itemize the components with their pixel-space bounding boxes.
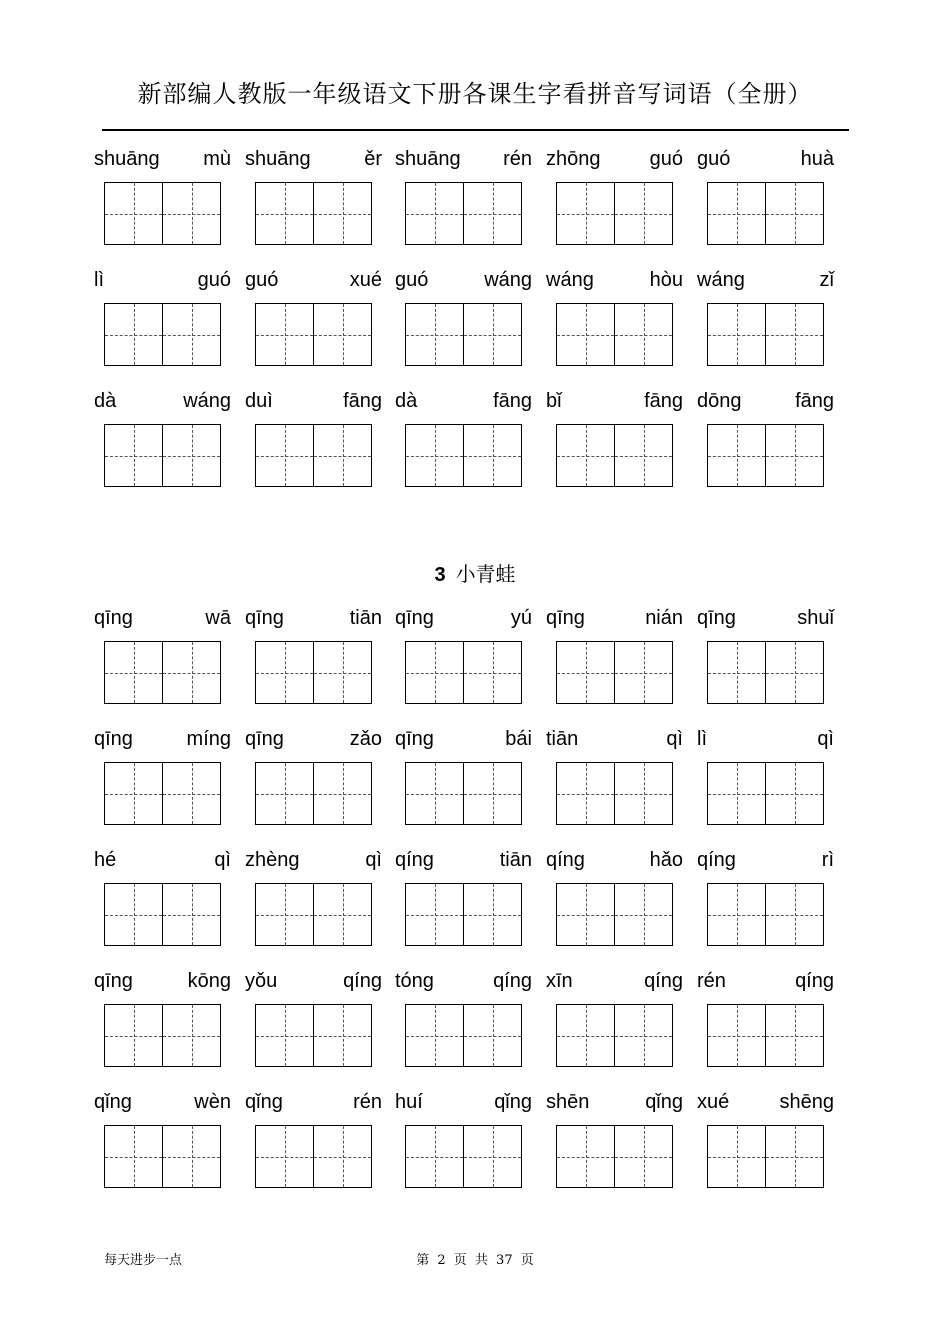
writing-grid — [255, 762, 372, 825]
pinyin-syllable: fāng — [493, 389, 532, 412]
pinyin-label — [245, 145, 382, 173]
tianzige-cell[interactable] — [256, 763, 313, 824]
pinyin-syllable: lì — [94, 268, 104, 291]
pinyin-syllable: bǐ — [546, 389, 562, 412]
pinyin-syllable: bái — [505, 727, 532, 750]
word-item — [94, 1088, 231, 1209]
tianzige-cell[interactable] — [256, 642, 313, 703]
pinyin-syllable: qíng — [697, 848, 736, 871]
tianzige-cell[interactable] — [256, 183, 313, 244]
tianzige-cell[interactable] — [557, 884, 614, 945]
writing-grid — [556, 641, 673, 704]
tianzige-cell[interactable] — [463, 1005, 521, 1066]
tianzige-cell[interactable] — [765, 304, 823, 365]
pinyin-label — [94, 1088, 231, 1116]
pinyin-syllable: qīng — [94, 727, 133, 750]
writing-grid — [556, 1125, 673, 1188]
word-row — [0, 387, 950, 508]
pinyin-syllable: dà — [94, 389, 117, 412]
writing-grid — [104, 182, 221, 245]
tianzige-cell[interactable] — [256, 1005, 313, 1066]
word-item — [94, 604, 231, 725]
pinyin-label — [697, 387, 834, 415]
writing-grid — [405, 1125, 522, 1188]
writing-grid — [405, 762, 522, 825]
pinyin-syllable: qīng — [245, 606, 284, 629]
pinyin-label — [395, 846, 532, 874]
pinyin-syllable: dōng — [697, 389, 742, 412]
tianzige-cell[interactable] — [614, 884, 672, 945]
tianzige-cell[interactable] — [313, 763, 371, 824]
word-item — [546, 266, 683, 387]
pinyin-syllable: guó — [697, 147, 731, 170]
pinyin-syllable: qíng — [493, 969, 532, 992]
tianzige-cell[interactable] — [765, 1126, 823, 1187]
word-row — [0, 846, 950, 967]
tianzige-cell[interactable] — [313, 1005, 371, 1066]
word-item — [395, 604, 532, 725]
word-item — [697, 604, 834, 725]
tianzige-cell[interactable] — [463, 763, 521, 824]
tianzige-cell[interactable] — [614, 425, 672, 486]
pinyin-label — [546, 145, 683, 173]
tianzige-cell[interactable] — [105, 1005, 162, 1066]
tianzige-cell[interactable] — [313, 642, 371, 703]
word-item — [546, 145, 683, 266]
tianzige-cell[interactable] — [614, 763, 672, 824]
word-item — [395, 387, 532, 508]
pinyin-label — [245, 967, 382, 995]
tianzige-cell[interactable] — [708, 1126, 765, 1187]
tianzige-cell[interactable] — [406, 1005, 463, 1066]
pinyin-syllable: wáng — [546, 268, 594, 291]
tianzige-cell[interactable] — [105, 884, 162, 945]
writing-grid — [104, 762, 221, 825]
pinyin-label — [546, 967, 683, 995]
word-item — [245, 266, 382, 387]
writing-grid — [255, 182, 372, 245]
writing-grid — [104, 641, 221, 704]
word-item — [697, 387, 834, 508]
pinyin-syllable: hé — [94, 848, 117, 871]
tianzige-cell[interactable] — [105, 425, 162, 486]
tianzige-cell[interactable] — [105, 1126, 162, 1187]
word-item — [245, 846, 382, 967]
word-row — [0, 1088, 950, 1209]
pinyin-label — [245, 266, 382, 294]
pinyin-syllable: zǎo — [349, 727, 382, 750]
word-item — [697, 1088, 834, 1209]
pinyin-syllable: zhèng — [245, 848, 300, 871]
tianzige-cell[interactable] — [708, 763, 765, 824]
pinyin-syllable: rén — [697, 969, 726, 992]
pinyin-label — [395, 967, 532, 995]
writing-grid — [556, 182, 673, 245]
tianzige-cell[interactable] — [765, 1005, 823, 1066]
tianzige-cell[interactable] — [708, 884, 765, 945]
writing-grid — [707, 641, 824, 704]
writing-grid — [405, 182, 522, 245]
tianzige-cell[interactable] — [765, 763, 823, 824]
pinyin-label — [697, 1088, 834, 1116]
tianzige-cell[interactable] — [765, 183, 823, 244]
writing-grid — [405, 424, 522, 487]
writing-grid — [556, 762, 673, 825]
pinyin-label — [395, 387, 532, 415]
word-item — [697, 967, 834, 1088]
tianzige-cell[interactable] — [463, 884, 521, 945]
tianzige-cell[interactable] — [162, 642, 220, 703]
writing-grid — [707, 1004, 824, 1067]
writing-grid — [556, 424, 673, 487]
pinyin-syllable: tiān — [349, 606, 382, 629]
pinyin-syllable: qīng — [245, 727, 284, 750]
word-item — [94, 846, 231, 967]
pinyin-syllable: tiān — [546, 727, 579, 750]
writing-grid — [255, 641, 372, 704]
pinyin-syllable: xīn — [546, 969, 573, 992]
pinyin-label — [546, 1088, 683, 1116]
pinyin-label — [697, 846, 834, 874]
tianzige-cell[interactable] — [557, 425, 614, 486]
tianzige-cell[interactable] — [256, 1126, 313, 1187]
pinyin-syllable: zhōng — [546, 147, 601, 170]
page-title: 新部编人教版一年级语文下册各课生字看拼音写词语（全册） — [137, 80, 813, 108]
pinyin-syllable: shēng — [779, 1090, 834, 1113]
pinyin-syllable: xué — [697, 1090, 730, 1113]
pinyin-syllable: fāng — [343, 389, 382, 412]
tianzige-cell[interactable] — [162, 884, 220, 945]
writing-grid — [255, 1004, 372, 1067]
tianzige-cell[interactable] — [105, 183, 162, 244]
pinyin-syllable: huà — [800, 147, 834, 170]
tianzige-cell[interactable] — [406, 1126, 463, 1187]
pinyin-syllable: qǐng — [494, 1090, 532, 1113]
word-item — [395, 846, 532, 967]
tianzige-cell[interactable] — [313, 1126, 371, 1187]
pinyin-label — [697, 967, 834, 995]
word-row — [0, 967, 950, 1088]
pinyin-label — [546, 266, 683, 294]
pinyin-syllable: zǐ — [819, 268, 834, 291]
pinyin-syllable: wèn — [194, 1090, 231, 1113]
word-item — [546, 604, 683, 725]
tianzige-cell[interactable] — [614, 1126, 672, 1187]
pinyin-label — [697, 266, 834, 294]
tianzige-cell[interactable] — [557, 642, 614, 703]
writing-grid — [255, 424, 372, 487]
word-item — [395, 145, 532, 266]
tianzige-cell[interactable] — [313, 884, 371, 945]
word-item — [94, 266, 231, 387]
pinyin-label — [245, 604, 382, 632]
header-rule — [102, 129, 849, 131]
word-item — [395, 266, 532, 387]
tianzige-cell[interactable] — [256, 884, 313, 945]
tianzige-cell[interactable] — [313, 425, 371, 486]
pinyin-label — [245, 725, 382, 753]
tianzige-cell[interactable] — [708, 1005, 765, 1066]
tianzige-cell[interactable] — [406, 642, 463, 703]
pinyin-label — [697, 145, 834, 173]
pinyin-syllable: shuāng — [94, 147, 160, 170]
pinyin-syllable: qíng — [644, 969, 683, 992]
pinyin-syllable: qīng — [94, 969, 133, 992]
pinyin-label — [546, 387, 683, 415]
writing-grid — [405, 303, 522, 366]
pinyin-syllable: qì — [214, 848, 231, 871]
page-number: 第 2 页 共 37 页 — [416, 1253, 534, 1268]
pinyin-syllable: shuāng — [245, 147, 311, 170]
pinyin-syllable: yú — [510, 606, 532, 629]
pinyin-label — [245, 846, 382, 874]
pinyin-label — [94, 725, 231, 753]
writing-grid — [556, 1004, 673, 1067]
tianzige-cell[interactable] — [162, 1126, 220, 1187]
pinyin-syllable: qīng — [94, 606, 133, 629]
pinyin-syllable: rì — [821, 848, 834, 871]
pinyin-syllable: qíng — [546, 848, 585, 871]
word-item — [245, 387, 382, 508]
writing-grid — [405, 641, 522, 704]
tianzige-cell[interactable] — [256, 304, 313, 365]
tianzige-cell[interactable] — [463, 304, 521, 365]
writing-grid — [255, 303, 372, 366]
tianzige-cell[interactable] — [105, 763, 162, 824]
tianzige-cell[interactable] — [708, 183, 765, 244]
pinyin-label — [94, 387, 231, 415]
tianzige-cell[interactable] — [406, 884, 463, 945]
pinyin-syllable: xué — [349, 268, 382, 291]
pinyin-syllable: wáng — [183, 389, 231, 412]
pinyin-syllable: hòu — [649, 268, 683, 291]
pinyin-syllable: yǒu — [245, 969, 278, 992]
pinyin-label — [94, 846, 231, 874]
tianzige-cell[interactable] — [708, 642, 765, 703]
pinyin-syllable: qīng — [697, 606, 736, 629]
word-item — [395, 967, 532, 1088]
pinyin-syllable: tóng — [395, 969, 434, 992]
writing-grid — [255, 883, 372, 946]
word-item — [546, 725, 683, 846]
tianzige-cell[interactable] — [162, 425, 220, 486]
pinyin-syllable: nián — [645, 606, 683, 629]
word-item — [245, 967, 382, 1088]
word-item — [94, 967, 231, 1088]
tianzige-cell[interactable] — [614, 304, 672, 365]
pinyin-syllable: rén — [353, 1090, 382, 1113]
word-item — [546, 387, 683, 508]
pinyin-label — [94, 604, 231, 632]
pinyin-syllable: fāng — [644, 389, 683, 412]
pinyin-syllable: hǎo — [649, 848, 683, 871]
writing-grid — [104, 303, 221, 366]
writing-grid — [104, 1004, 221, 1067]
word-item — [245, 725, 382, 846]
pinyin-syllable: guó — [245, 268, 279, 291]
writing-grid — [707, 424, 824, 487]
pinyin-label — [395, 266, 532, 294]
pinyin-syllable: qīng — [395, 727, 434, 750]
word-item — [94, 145, 231, 266]
word-row — [0, 725, 950, 846]
tianzige-cell[interactable] — [557, 1126, 614, 1187]
tianzige-cell[interactable] — [557, 183, 614, 244]
pinyin-syllable: duì — [245, 389, 273, 412]
tianzige-cell[interactable] — [463, 425, 521, 486]
pinyin-syllable: guó — [649, 147, 683, 170]
pinyin-label — [546, 604, 683, 632]
pinyin-syllable: qǐng — [645, 1090, 683, 1113]
pinyin-syllable: qíng — [795, 969, 834, 992]
pinyin-label — [697, 725, 834, 753]
word-item — [94, 725, 231, 846]
tianzige-cell[interactable] — [406, 304, 463, 365]
word-item — [395, 1088, 532, 1209]
tianzige-cell[interactable] — [557, 304, 614, 365]
tianzige-cell[interactable] — [313, 183, 371, 244]
lesson-number: 3 — [434, 564, 446, 586]
writing-grid — [104, 424, 221, 487]
tianzige-cell[interactable] — [614, 642, 672, 703]
writing-grid — [707, 883, 824, 946]
pinyin-label — [94, 967, 231, 995]
pinyin-label — [395, 1088, 532, 1116]
pinyin-label — [546, 846, 683, 874]
tianzige-cell[interactable] — [557, 1005, 614, 1066]
writing-grid — [707, 303, 824, 366]
pinyin-syllable: qíng — [395, 848, 434, 871]
pinyin-syllable: mù — [203, 147, 231, 170]
footer-motto: 每天进步一点 — [104, 1253, 183, 1268]
pinyin-syllable: wáng — [697, 268, 745, 291]
tianzige-cell[interactable] — [105, 304, 162, 365]
word-item — [546, 1088, 683, 1209]
pinyin-syllable: shuǐ — [797, 606, 834, 629]
tianzige-cell[interactable] — [313, 304, 371, 365]
tianzige-cell[interactable] — [765, 884, 823, 945]
word-item — [245, 1088, 382, 1209]
writing-grid — [104, 1125, 221, 1188]
tianzige-cell[interactable] — [708, 304, 765, 365]
word-row — [0, 604, 950, 725]
word-item — [697, 846, 834, 967]
tianzige-cell[interactable] — [162, 304, 220, 365]
word-item — [697, 725, 834, 846]
tianzige-cell[interactable] — [256, 425, 313, 486]
tianzige-cell[interactable] — [463, 642, 521, 703]
pinyin-syllable: wā — [205, 606, 231, 629]
writing-grid — [104, 883, 221, 946]
pinyin-syllable: míng — [186, 727, 231, 750]
pinyin-label — [697, 604, 834, 632]
pinyin-label — [94, 145, 231, 173]
writing-grid — [707, 182, 824, 245]
tianzige-cell[interactable] — [708, 425, 765, 486]
word-item — [697, 145, 834, 266]
pinyin-label — [94, 266, 231, 294]
pinyin-label — [546, 725, 683, 753]
pinyin-syllable: qì — [365, 848, 382, 871]
tianzige-cell[interactable] — [162, 1005, 220, 1066]
pinyin-label — [245, 387, 382, 415]
pinyin-syllable: qì — [666, 727, 683, 750]
pinyin-label — [395, 725, 532, 753]
tianzige-cell[interactable] — [162, 183, 220, 244]
pinyin-syllable: lì — [697, 727, 707, 750]
pinyin-syllable: guó — [395, 268, 429, 291]
pinyin-syllable: wáng — [484, 268, 532, 291]
writing-grid — [556, 303, 673, 366]
writing-grid — [405, 1004, 522, 1067]
pinyin-label — [395, 604, 532, 632]
pinyin-syllable: huí — [395, 1090, 423, 1113]
section-title — [0, 558, 950, 587]
word-item — [546, 967, 683, 1088]
tianzige-cell[interactable] — [557, 763, 614, 824]
tianzige-cell[interactable] — [105, 642, 162, 703]
word-item — [395, 725, 532, 846]
tianzige-cell[interactable] — [614, 183, 672, 244]
word-item — [697, 266, 834, 387]
tianzige-cell[interactable] — [765, 425, 823, 486]
writing-grid — [405, 883, 522, 946]
lesson-name: 小青蛙 — [455, 562, 516, 586]
word-item — [94, 387, 231, 508]
writing-grid — [707, 1125, 824, 1188]
word-item — [546, 846, 683, 967]
pinyin-syllable: tiān — [499, 848, 532, 871]
tianzige-cell[interactable] — [463, 183, 521, 244]
tianzige-cell[interactable] — [406, 183, 463, 244]
pinyin-syllable: rén — [503, 147, 532, 170]
tianzige-cell[interactable] — [406, 763, 463, 824]
word-item — [245, 145, 382, 266]
pinyin-syllable: kōng — [187, 969, 231, 992]
word-item — [245, 604, 382, 725]
word-row — [0, 266, 950, 387]
tianzige-cell[interactable] — [406, 425, 463, 486]
pinyin-label — [395, 145, 532, 173]
writing-grid — [707, 762, 824, 825]
pinyin-syllable: qì — [817, 727, 834, 750]
pinyin-syllable: qīng — [395, 606, 434, 629]
pinyin-syllable: qíng — [343, 969, 382, 992]
tianzige-cell[interactable] — [162, 763, 220, 824]
pinyin-syllable: shuāng — [395, 147, 461, 170]
writing-grid — [556, 883, 673, 946]
word-row — [0, 145, 950, 266]
pinyin-label — [245, 1088, 382, 1116]
pinyin-syllable: qīng — [546, 606, 585, 629]
writing-grid — [255, 1125, 372, 1188]
pinyin-syllable: ěr — [364, 147, 382, 170]
pinyin-syllable: qǐng — [94, 1090, 132, 1113]
tianzige-cell[interactable] — [463, 1126, 521, 1187]
pinyin-syllable: fāng — [795, 389, 834, 412]
tianzige-cell[interactable] — [765, 642, 823, 703]
pinyin-syllable: dà — [395, 389, 418, 412]
pinyin-syllable: shēn — [546, 1090, 590, 1113]
pinyin-syllable: guó — [197, 268, 231, 291]
tianzige-cell[interactable] — [614, 1005, 672, 1066]
pinyin-syllable: qǐng — [245, 1090, 283, 1113]
